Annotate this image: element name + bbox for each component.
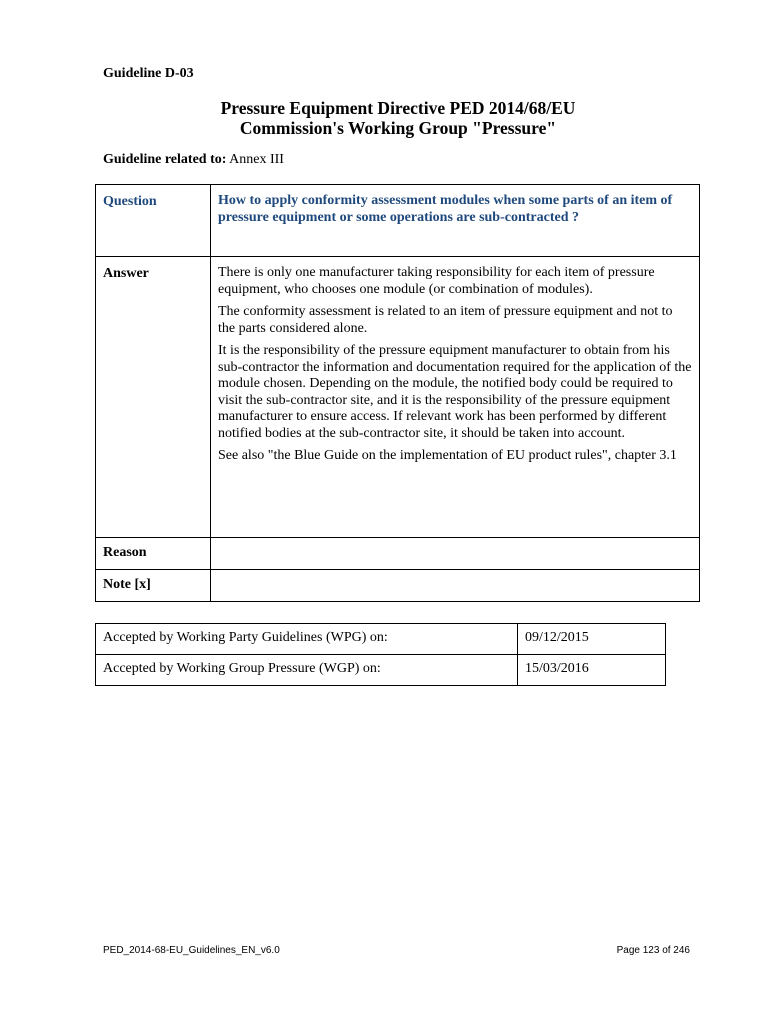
answer-paragraph: There is only one manufacturer taking responsibility for each item of pressure equipment, who chooses one module (or combination of modules). bbox=[218, 265, 655, 297]
guideline-table bbox=[95, 184, 700, 602]
answer-paragraph: The conformity assessment is related to an item of pressure equipment and not to the parts considered alone. bbox=[218, 304, 673, 336]
title-line-1: Pressure Equipment Directive PED 2014/68/EU bbox=[220, 98, 576, 118]
question-label: Question bbox=[96, 185, 211, 257]
question-row bbox=[96, 185, 700, 257]
answer-label: Answer bbox=[96, 257, 211, 538]
acceptance-table bbox=[95, 623, 666, 686]
wgp-row bbox=[96, 655, 666, 686]
question-text: How to apply conformity assessment modules when some parts of an item of pressure equipment or some operations are sub-contracted ? bbox=[211, 185, 700, 257]
document-title bbox=[0, 98, 768, 138]
answer-row bbox=[96, 257, 700, 538]
note-row bbox=[96, 570, 700, 602]
footer-doc-ref: PED_2014-68-EU_Guidelines_EN_v6.0 bbox=[103, 945, 280, 956]
note-value bbox=[211, 570, 700, 602]
wgp-label: Accepted by Working Group Pressure (WGP) on: bbox=[96, 655, 518, 686]
answer-paragraph: It is the responsibility of the pressure equipment manufacturer to obtain from his sub-contractor the information and documentation required for the application of the module chosen. Depending on the module, the notified body could be required to visit the sub-contractor site, and it is the responsibility of the pressure equipment manufacturer to ensure access. If relevant work has been performed by different notified bodies at the sub-contractor site, it should be taken into account. bbox=[218, 343, 692, 441]
reason-label: Reason bbox=[96, 538, 211, 570]
guideline-id: Guideline D-03 bbox=[103, 66, 194, 81]
reason-value bbox=[211, 538, 700, 570]
wpg-row bbox=[96, 624, 666, 655]
reason-row bbox=[96, 538, 700, 570]
wpg-date: 09/12/2015 bbox=[518, 624, 666, 655]
footer-page-number: Page 123 of 246 bbox=[616, 945, 690, 956]
related-label: Guideline related to: bbox=[103, 152, 227, 167]
wpg-label: Accepted by Working Party Guidelines (WPG) on: bbox=[96, 624, 518, 655]
note-label: Note [x] bbox=[96, 570, 211, 602]
title-line-2: Commission's Working Group "Pressure" bbox=[239, 118, 557, 138]
wgp-date: 15/03/2016 bbox=[518, 655, 666, 686]
guideline-related bbox=[103, 152, 284, 168]
answer-paragraph: See also "the Blue Guide on the implementation of EU product rules", chapter 3.1 bbox=[218, 448, 677, 463]
related-value: Annex III bbox=[229, 152, 284, 167]
answer-content bbox=[211, 257, 700, 538]
